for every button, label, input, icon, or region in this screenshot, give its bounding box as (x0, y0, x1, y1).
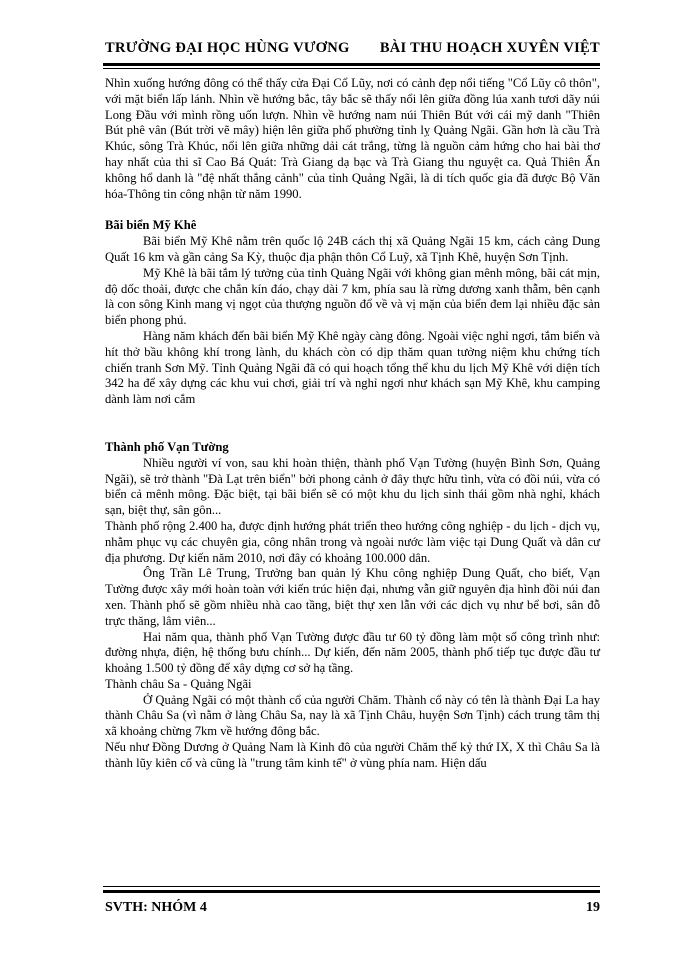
intro-paragraph: Nhìn xuống hướng đông có thể thấy cửa Đại Cổ Lũy, nơi có cảnh đẹp nổi tiếng "Cổ Lũy cô thôn", với mặt biển lấp lánh. Nhìn về hướng bắc, tây bắc sẽ thấy nổi lên giữa đồng lúa xanh tươi dãy núi Long Đầu với mình rồng uốn lượn. Nhìn về hướng nam núi Thiên Bút với cái mỹ danh "Thiên Bút phê vân (Bút trời vẽ mây) hiện lên giữa phố phường tỉnh lỵ Quảng Ngãi. Gần hơn là cầu Trà Khúc, sông Trà Khúc, nổi lên giữa những dải cát trắng, từng là nguồn cảm hứng cho hai bài thơ hay nhất của thi sĩ Cao Bá Quát: Trà Giang dạ bạc và Trà Giang thu nguyệt ca. Quả Thiên Ấn không hổ danh là "đệ nhất thắng cảnh" của tỉnh Quảng Ngãi, là di tích quốc gia đã được Bộ Văn hóa-Thông tin công nhận từ năm 1990. (105, 76, 600, 201)
chau-sa-paragraph-2: Nếu như Đồng Dương ở Quảng Nam là Kinh đô của người Chăm thế kỷ thứ IX, X thì Châu Sa là thành lũy kiên cố và cũng là "trung tâm kinh tế" ở vùng phía nam. Hiện dấu (105, 740, 600, 770)
section-heading-van-tuong: Thành phố Vạn Tường (105, 439, 229, 454)
header-report-title: BÀI THU HOẠCH XUYÊN VIỆT (379, 40, 600, 56)
page-body (105, 76, 600, 772)
footer-group-label: SVTH: NHÓM 4 (105, 900, 207, 915)
van-tuong-paragraph-2: Thành phố rộng 2.400 ha, được định hướng phát triển theo hướng công nghiệp - du lịch - dịch vụ, nhằm phục vụ các chuyên gia, công nhân trong và ngoài nước làm việc tại Dung Quất và dân cư địa phương. Dự kiến năm 2010, nơi đây có khoảng 100.000 dân. (105, 518, 600, 565)
my-khe-paragraph-2: Mỹ Khê là bãi tắm lý tưởng của tỉnh Quảng Ngãi với không gian mênh mông, bãi cát mịn, độ dốc thoải, được che chắn kín đáo, chạy dài 7 km, phía sau là rừng dương xanh thẫm, bên cạnh là con sông Kinh mang vị ngọt của thượng nguồn đổ về và vị mặn của biển đem lại nhiều đặc sản biển phong phú. (105, 265, 600, 328)
chau-sa-paragraph-1: Ở Quảng Ngãi có một thành cổ của người Chăm. Thành cổ này có tên là thành Đại La hay thành Châu Sa (vì nằm ở làng Châu Sa, nay là xã Tịnh Châu, huyện Sơn Tịnh) cách trung tâm thị xã khoảng chừng 7km về hướng đông bắc. (105, 692, 600, 739)
page-header (105, 40, 600, 60)
section-heading-chau-sa: Thành châu Sa - Quảng Ngãi (105, 676, 252, 691)
section-heading-my-khe: Bãi biển Mỹ Khê (105, 218, 197, 233)
header-school-name: TRƯỜNG ĐẠI HỌC HÙNG VƯƠNG (105, 40, 350, 56)
page-number: 19 (586, 900, 600, 915)
header-rule-thin (103, 68, 600, 69)
header-rule-thick (103, 63, 600, 66)
van-tuong-paragraph-3: Ông Trần Lê Trung, Trưởng ban quản lý Khu công nghiệp Dung Quất, cho biết, Vạn Tường được xây mới hoàn toàn với kiến trúc hiện đại, nhưng vẫn giữ nguyên địa hình đồi núi đan xen. Thành phố sẽ gồm nhiều nhà cao tầng, biệt thự xen lẫn với các dịch vụ như bể bơi, sân đỗ trực thăng, lâm viên... (105, 566, 600, 628)
footer-rule-thick (103, 890, 600, 893)
my-khe-paragraph-1: Bãi biển Mỹ Khê nằm trên quốc lộ 24B cách thị xã Quảng Ngãi 15 km, cách cảng Dung Quất 16 km và gần cảng Sa Kỳ, thuộc địa phận thôn Cổ Luỹ, xã Tịnh Khê, huyện Sơn Tịnh. (105, 234, 600, 264)
footer-rule-thin (103, 886, 600, 887)
van-tuong-paragraph-1: Nhiều người ví von, sau khi hoàn thiện, thành phố Vạn Tường (huyện Bình Sơn, Quảng Ngãi), sẽ trở thành "Đà Lạt trên biển" bởi phong cảnh ở đây thực hữu tình, vừa có đồi núi, vừa có biển cả mênh mông. Đặc biệt, tại bãi biển sẽ có một khu du lịch sinh thái gồm nhà nghỉ, khách sạn, biệt thự, sân gôn... (105, 455, 600, 518)
van-tuong-paragraph-4: Hai năm qua, thành phố Vạn Tường được đầu tư 60 tỷ đồng làm một số công trình như: đường nhựa, điện, hệ thống bưu chính... Dự kiến, đến năm 2005, thành phố tiếp tục được đầu tư khoảng 1.500 tỷ đồng để xây dựng cơ sở hạ tầng. (105, 629, 600, 676)
page-footer (105, 900, 600, 920)
my-khe-paragraph-3: Hàng năm khách đến bãi biển Mỹ Khê ngày càng đông. Ngoài việc nghỉ ngơi, tắm biển và hít thở bầu không khí trong lành, du khách còn có dịp thăm quan tưởng niệm khu chứng tích chiến tranh Sơn Mỹ. Tỉnh Quảng Ngãi đã có qui hoạch tổng thể khu du lịch Mỹ Khê với diện tích 342 ha để xây dựng các khu vui chơi, giải trí và nghỉ ngơi như khách sạn Mỹ Khê, khu camping dành làm nơi cắm (105, 328, 600, 407)
